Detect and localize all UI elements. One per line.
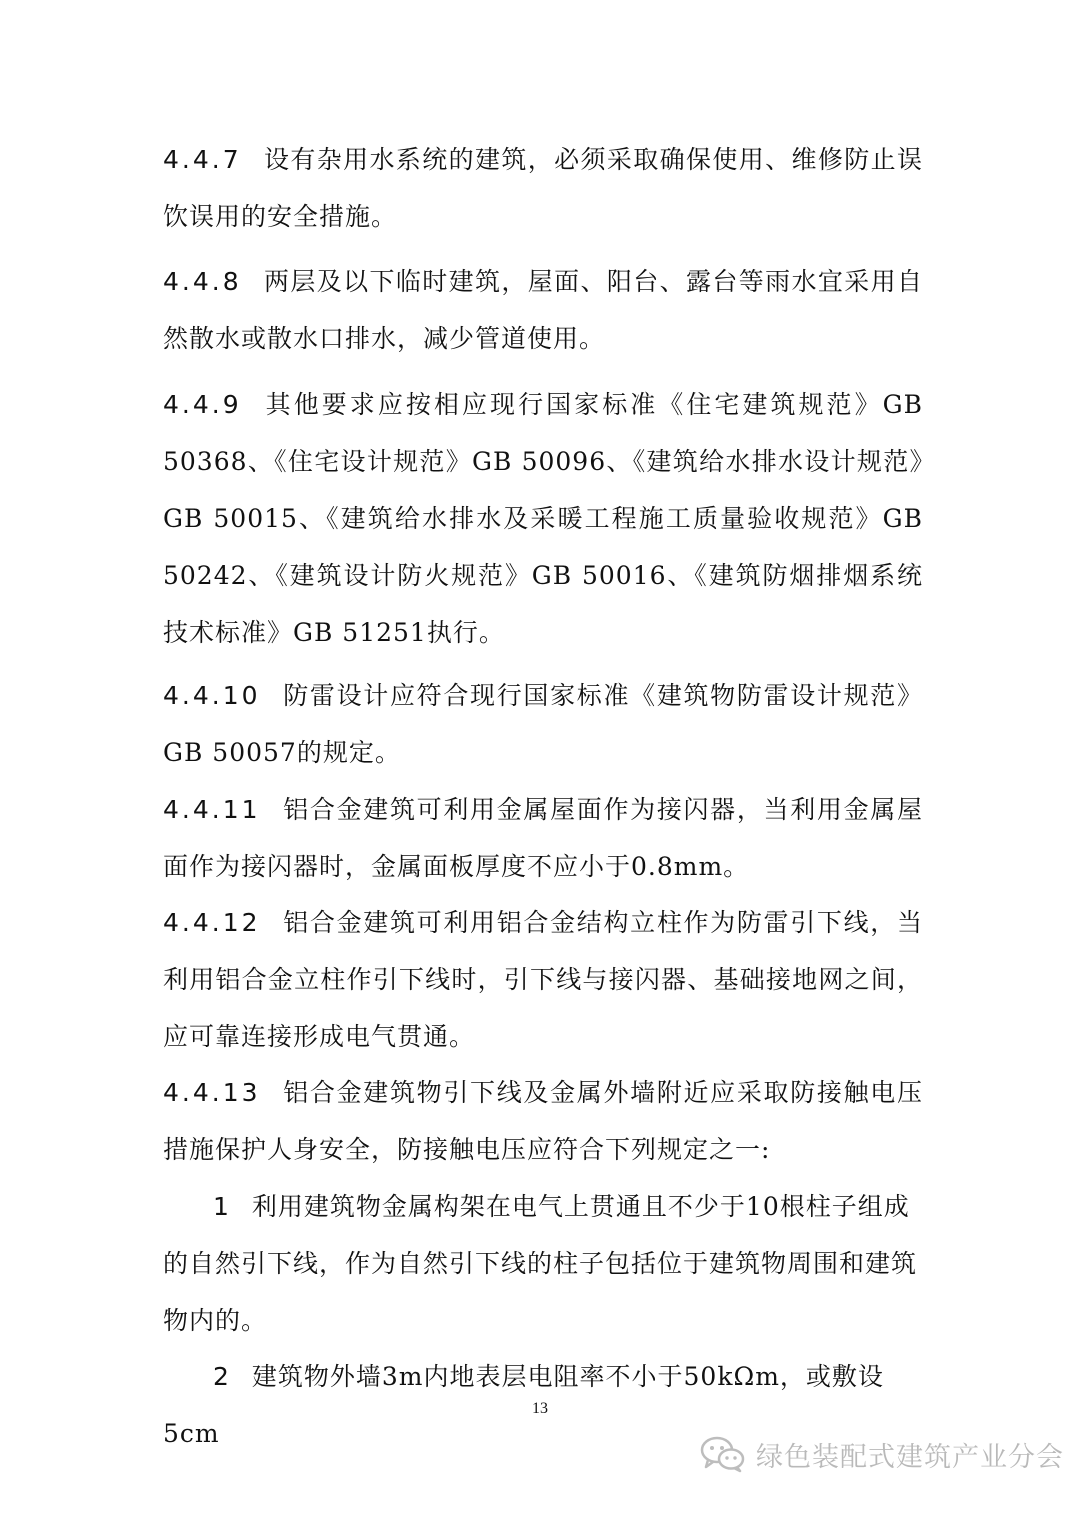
- clause-number: 4.4.11: [163, 795, 261, 824]
- clause-text: 设有杂用水系统的建筑，必须采取确保使用、维修防止误饮误用的安全措施。: [163, 145, 923, 231]
- clause-text: 两层及以下临时建筑，屋面、阳台、露台等雨水宜采用自然散水或散水口排水，减少管道使用。: [163, 267, 923, 353]
- clause-number: 4.4.13: [163, 1078, 261, 1107]
- clause-number: 4.4.12: [163, 908, 261, 937]
- clause-4-4-12: [163, 894, 923, 1065]
- clause-4-4-7: [163, 131, 923, 245]
- clause-number: 4.4.8: [163, 267, 242, 296]
- watermark-text: 绿色装配式建筑产业分会: [756, 1441, 1064, 1473]
- item-text: 利用建筑物金属构架在电气上贯通且不少于10根柱子组成的自然引下线，作为自然引下线的柱子包括位于建筑物周围和建筑物内的。: [163, 1192, 918, 1335]
- page-number: 13: [532, 1400, 548, 1417]
- wechat-icon: [700, 1435, 746, 1473]
- clause-text: 铝合金建筑可利用金属屋面作为接闪器，当利用金属屋面作为接闪器时，金属面板厚度不应小于0.8mm。: [163, 795, 923, 881]
- clause-text: 铝合金建筑可利用铝合金结构立柱作为防雷引下线，当利用铝合金立柱作引下线时，引下线与接闪器、基础接地网之间，应可靠连接形成电气贯通。: [163, 908, 923, 1051]
- clause-4-4-10: [163, 667, 923, 781]
- watermark: [700, 1434, 1064, 1474]
- clause-text: 防雷设计应符合现行国家标准《建筑物防雷设计规范》GB 50057的规定。: [163, 681, 923, 767]
- clause-4-4-13: [163, 1064, 923, 1178]
- list-item-1: [163, 1178, 923, 1349]
- clause-number: 4.4.10: [163, 681, 261, 710]
- item-number: 2: [213, 1362, 230, 1391]
- clause-4-4-9: [163, 376, 923, 661]
- clause-number: 4.4.9: [163, 390, 242, 419]
- item-number: 1: [213, 1192, 230, 1221]
- clause-4-4-8: [163, 253, 923, 367]
- clause-4-4-11: [163, 781, 923, 895]
- clause-text: 铝合金建筑物引下线及金属外墙附近应采取防接触电压措施保护人身安全，防接触电压应符合下列规定之一:: [163, 1078, 923, 1164]
- clause-text: 其他要求应按相应现行国家标准《住宅建筑规范》GB 50368、《住宅设计规范》GB 50096、《建筑给水排水设计规范》GB 50015、《建筑给水排水及采暖工程施工质量验收规范》GB 50242、《建筑设计防火规范》GB 50016、《建筑防烟排烟系统技术标准》GB 51251执行。: [163, 390, 923, 647]
- item-text: 建筑物外墙3m内地表层电阻率不小于50kΩm，或敷设5cm: [163, 1362, 884, 1448]
- clause-number: 4.4.7: [163, 145, 242, 174]
